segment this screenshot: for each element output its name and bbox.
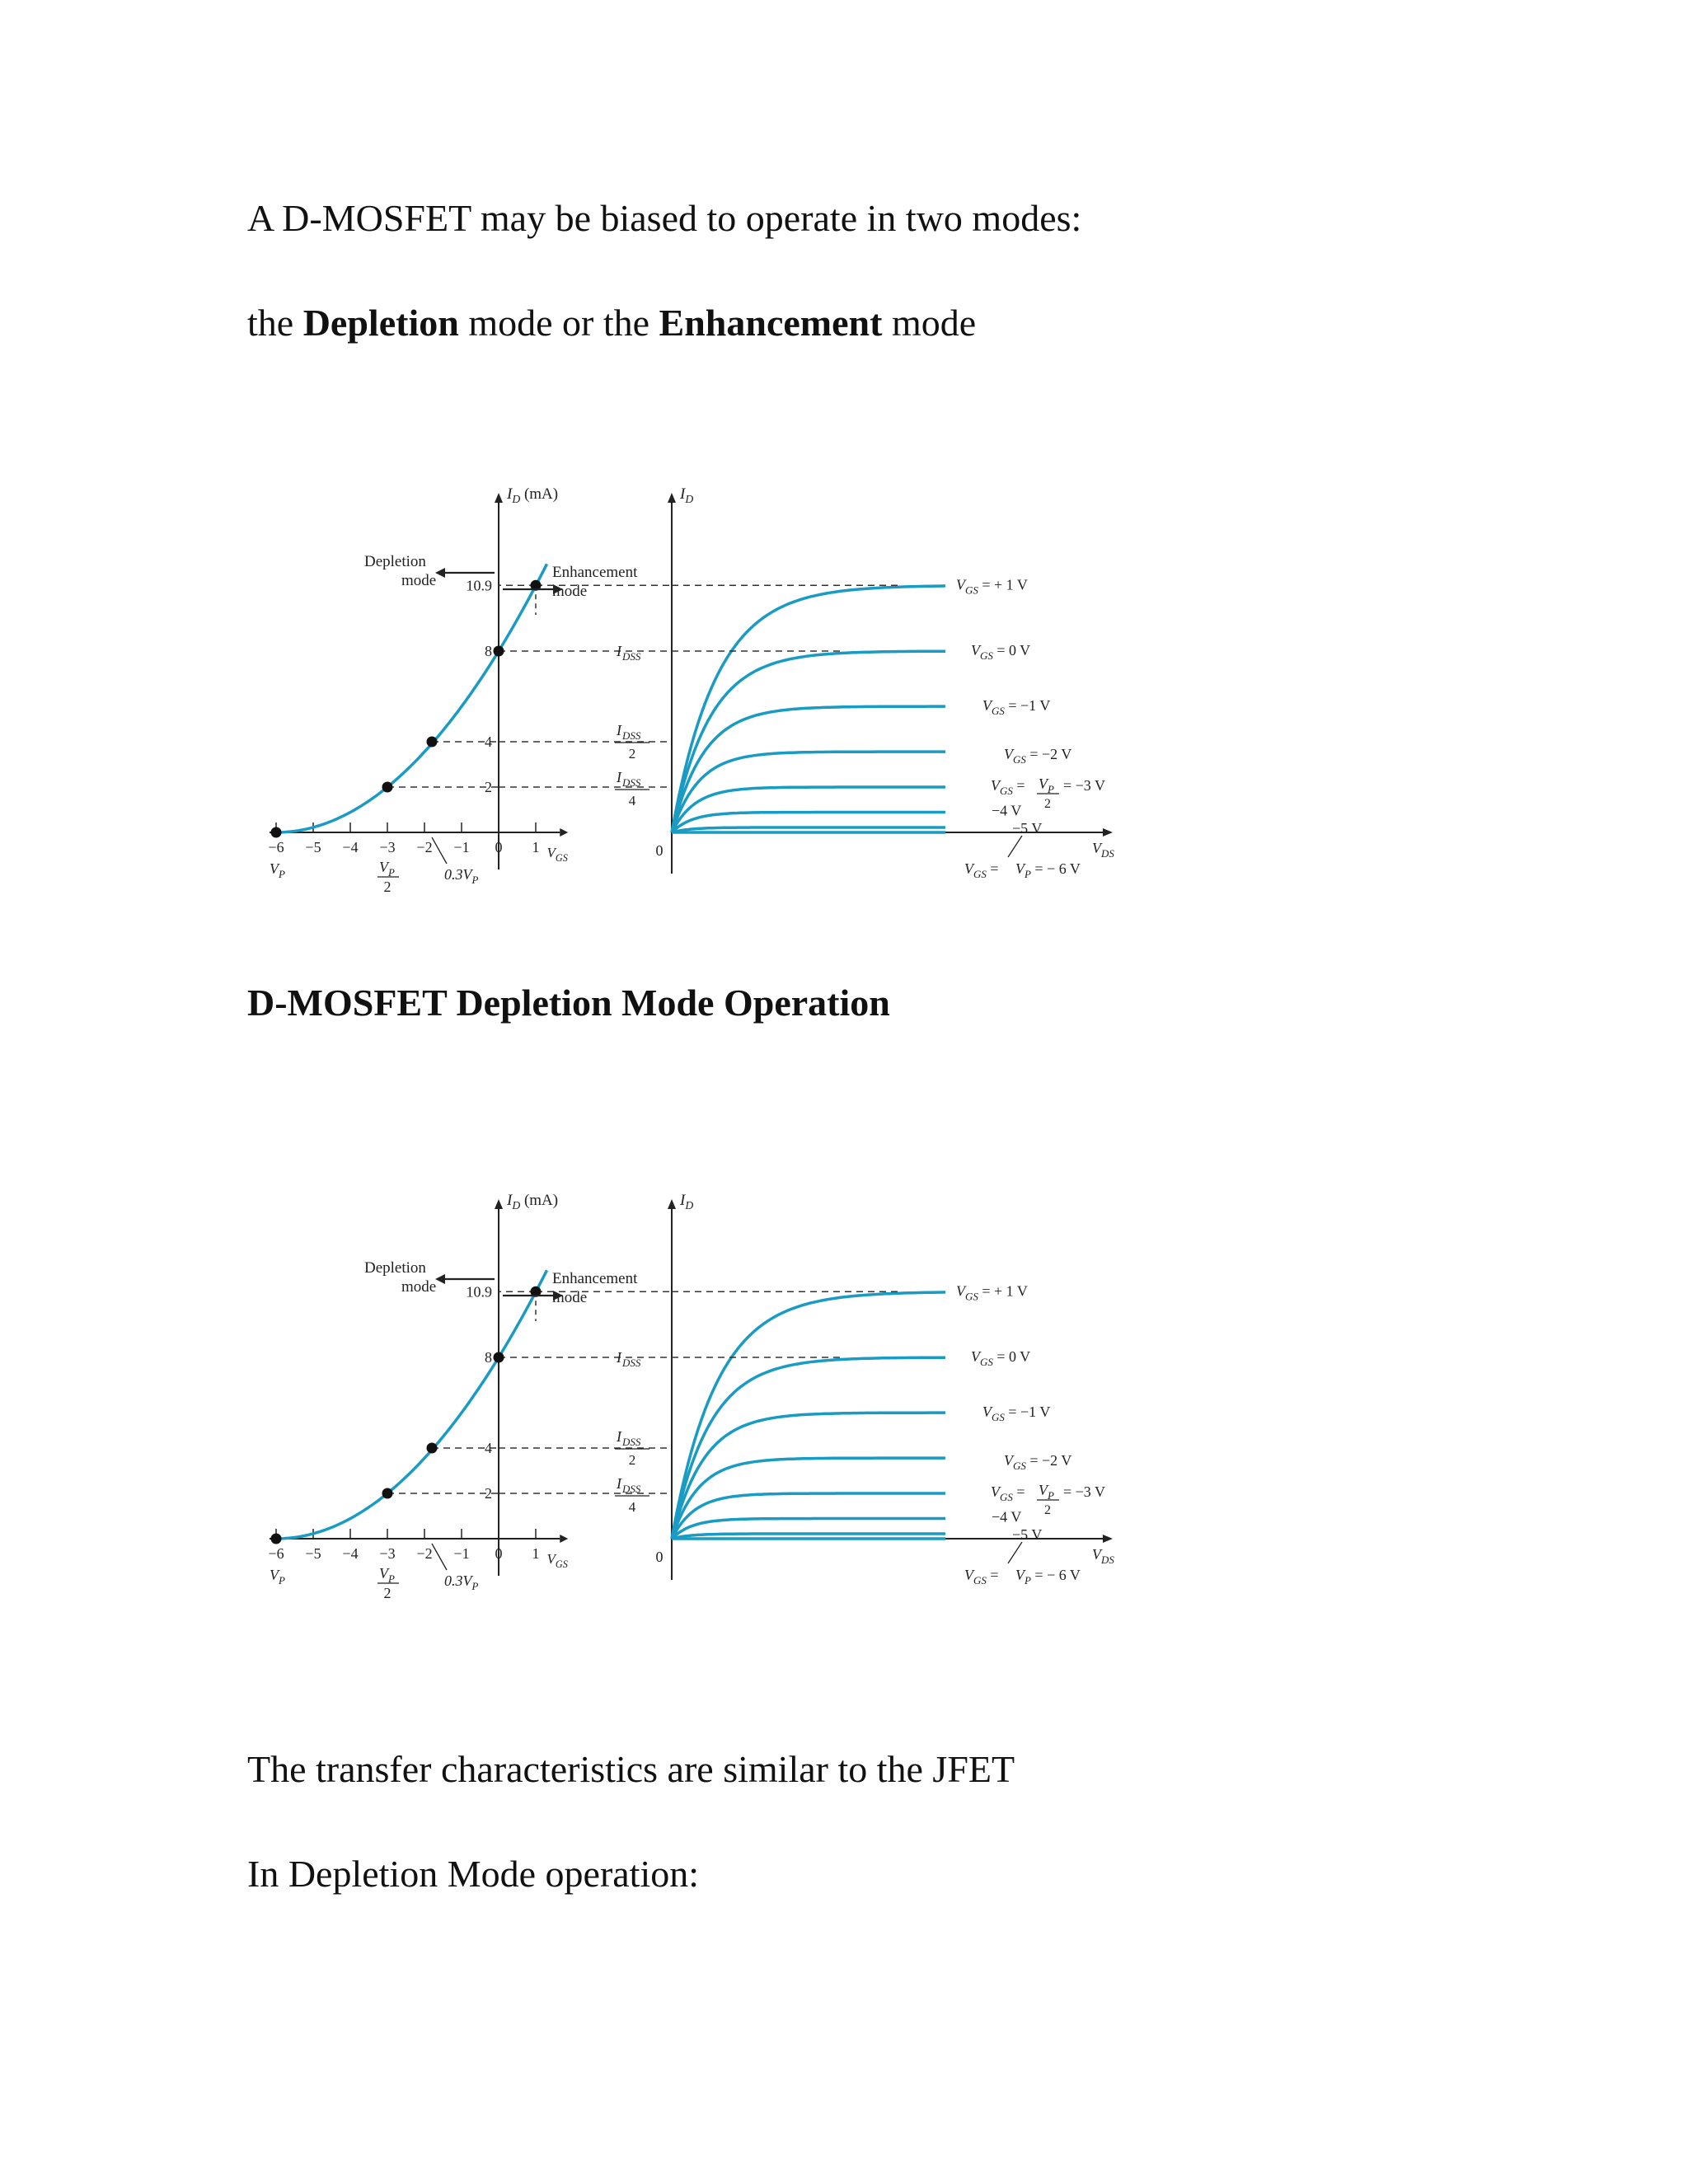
idss-label-i: I <box>617 643 621 659</box>
drain-x-axis-arrow <box>1103 1535 1113 1543</box>
idss-label-sub: DSS <box>622 1357 641 1369</box>
idss-half-label-sub: DSS <box>622 1436 641 1448</box>
drain-origin-label: 0 <box>655 1549 663 1565</box>
depletion-mode-label-2: mode <box>401 572 437 589</box>
transfer-x-tick-label: 1 <box>532 839 540 855</box>
transfer-point <box>382 782 393 793</box>
drain-x-axis-label: $V_{DS}$ <box>1092 1546 1114 1566</box>
idss-quarter-label-den: 4 <box>628 793 636 808</box>
vp-half-denominator: 2 <box>383 1585 392 1601</box>
idss-quarter-label-i: I <box>617 1475 621 1492</box>
transfer-y-tick-label: 10.9 <box>466 1283 492 1301</box>
transfer-x-axis-label: $V_{GS}$ <box>546 1551 568 1570</box>
transfer-y-tick-label: 2 <box>485 779 492 795</box>
drain-y-axis-label: $I_D$ <box>680 485 694 505</box>
transfer-x-axis-label: $V_{GS}$ <box>546 845 568 864</box>
vgs-minus1-label: $V_{GS} = -1$ V <box>982 697 1051 718</box>
vgs-minus3-vp: $V_P$ <box>1039 1482 1054 1502</box>
idss-half-label-i: I <box>617 722 621 738</box>
enhancement-mode-label-2: mode <box>552 1289 588 1306</box>
vgs-minus6-leader <box>1008 1542 1022 1563</box>
transfer-x-tick-label: −6 <box>268 1545 284 1562</box>
vp-half-label: $V_P$ <box>379 1565 395 1585</box>
intro-text: A D-MOSFET may be biased to operate in two modes: <box>247 197 1082 239</box>
depletion-mode-label: Depletion <box>364 1259 426 1277</box>
transfer-point <box>494 1352 504 1363</box>
transfer-x-tick-label: −1 <box>453 839 470 855</box>
depletion-arrow-head <box>435 568 445 578</box>
transfer-x-tick-label: −4 <box>342 1545 359 1562</box>
transfer-x-tick-label: −5 <box>305 839 321 855</box>
drain-origin-label: 0 <box>655 842 663 859</box>
point-3vp-label: $0.3V_P$ <box>444 1572 479 1592</box>
vp-label: $V_P$ <box>270 1567 285 1586</box>
transfer-x-axis-arrow <box>560 828 568 837</box>
depletion-term: Depletion <box>302 302 459 344</box>
vgs-minus2-label: $V_{GS} = -2$ V <box>1004 746 1072 766</box>
idss-quarter-label-i: I <box>617 769 621 785</box>
vgs-minus6-vp: $V_P$ = − 6 V <box>1015 1567 1081 1586</box>
transfer-x-tick-label: −5 <box>305 1545 321 1562</box>
transfer-x-tick-label: 1 <box>532 1545 540 1562</box>
drain-x-axis-arrow <box>1103 828 1113 837</box>
point-3vp-leader <box>432 837 447 864</box>
vgs-0-label: $V_{GS} = 0$ V <box>971 642 1031 662</box>
drain-curve <box>672 1493 945 1539</box>
vgs-minus6-vp: $V_P$ = − 6 V <box>1015 860 1081 880</box>
idss-half-label-sub: DSS <box>622 729 641 742</box>
transfer-x-tick-label: −4 <box>342 839 359 855</box>
transfer-x-tick-label: −2 <box>416 1545 433 1562</box>
transfer-y-tick-label: 2 <box>485 1485 492 1502</box>
transfer-y-tick-label: 10.9 <box>466 577 492 594</box>
transfer-point <box>427 737 438 748</box>
vp-label: $V_P$ <box>270 860 285 880</box>
point-3vp-label: $0.3V_P$ <box>444 866 479 886</box>
transfer-x-tick-label: −1 <box>453 1545 470 1562</box>
transfer-curve <box>276 564 547 832</box>
drain-y-axis-arrow <box>668 493 676 503</box>
vgs-minus3-den: 2 <box>1044 797 1051 811</box>
modes-text <box>247 301 976 344</box>
modes-mid: mode or the <box>458 302 659 344</box>
dmosfet-characteristics-figure-2 <box>268 1184 1137 1605</box>
idss-half-label-i: I <box>617 1428 621 1445</box>
transfer-curve <box>276 1270 547 1539</box>
transfer-point <box>382 1488 393 1499</box>
vgs-minus5-label: −5 V <box>1012 1526 1043 1543</box>
vgs-minus3-vp: $V_P$ <box>1039 776 1054 795</box>
vp-half-denominator: 2 <box>383 879 392 895</box>
point-3vp-leader <box>432 1544 447 1570</box>
transfer-point <box>271 827 282 838</box>
depletion-arrow-head <box>435 1274 445 1284</box>
idss-quarter-label-den: 4 <box>628 1499 636 1515</box>
transfer-y-tick-label: 4 <box>485 1440 492 1456</box>
transfer-x-tick-label: −6 <box>268 839 284 855</box>
idss-half-label-den: 2 <box>628 1452 636 1468</box>
transfer-point <box>427 1443 438 1454</box>
modes-suffix: mode <box>882 302 977 344</box>
enhancement-term: Enhancement <box>659 302 883 344</box>
drain-curve <box>672 752 945 832</box>
vgs-minus3-label: $V_{GS}$ = <box>991 1483 1025 1503</box>
transfer-y-axis-label: $I_D$ (mA) <box>507 1192 559 1212</box>
enhancement-mode-label: Enhancement <box>552 564 638 581</box>
transfer-y-axis-arrow <box>495 493 503 503</box>
vgs-plus1-label: $V_{GS}$ = + 1 V <box>956 576 1028 597</box>
dmosfet-characteristics-figure-1 <box>268 478 1137 898</box>
vgs-plus1-label: $V_{GS}$ = + 1 V <box>956 1282 1028 1303</box>
drain-y-axis-label: $I_D$ <box>680 1192 694 1212</box>
drain-curve <box>672 1458 945 1539</box>
idss-label-i: I <box>617 1349 621 1366</box>
depletion-mode-label: Depletion <box>364 553 426 570</box>
depletion-mode-label-2: mode <box>401 1278 437 1296</box>
transfer-x-tick-label: −3 <box>379 839 396 855</box>
transfer-point <box>271 1534 282 1544</box>
transfer-y-tick-label: 8 <box>485 643 492 659</box>
idss-label-sub: DSS <box>622 650 641 663</box>
vgs-minus4-label: −4 V <box>992 1508 1022 1526</box>
enhancement-mode-label: Enhancement <box>552 1270 638 1287</box>
transfer-y-tick-label: 8 <box>485 1349 492 1366</box>
vgs-minus1-label: $V_{GS} = -1$ V <box>982 1404 1051 1424</box>
vgs-minus6-leader <box>1008 836 1022 857</box>
vgs-minus3-den: 2 <box>1044 1503 1051 1517</box>
transfer-y-tick-label: 4 <box>485 733 492 750</box>
modes-prefix: the <box>247 302 303 344</box>
vgs-minus4-label: −4 V <box>992 802 1022 819</box>
vgs-minus3-value: = −3 V <box>1063 1483 1105 1500</box>
vgs-minus3-value: = −3 V <box>1063 777 1105 794</box>
transfer-similar-text: The transfer characteristics are similar to the JFET <box>247 1748 1015 1790</box>
vgs-0-label: $V_{GS} = 0$ V <box>971 1348 1031 1368</box>
transfer-point <box>494 646 504 657</box>
transfer-x-axis-arrow <box>560 1535 568 1543</box>
transfer-y-axis-label: $I_D$ (mA) <box>507 485 559 505</box>
idss-quarter-label-sub: DSS <box>622 1483 641 1495</box>
drain-curve <box>672 787 945 832</box>
idss-quarter-label-sub: DSS <box>622 776 641 789</box>
vgs-minus6-label: $V_{GS}$ = <box>964 860 999 880</box>
drain-x-axis-label: $V_{DS}$ <box>1092 840 1114 860</box>
vp-half-label: $V_P$ <box>379 859 395 879</box>
transfer-x-tick-label: 0 <box>495 1545 503 1562</box>
transfer-y-axis-arrow <box>495 1199 503 1209</box>
vgs-minus3-label: $V_{GS}$ = <box>991 777 1025 797</box>
transfer-x-tick-label: −2 <box>416 839 433 855</box>
vgs-minus2-label: $V_{GS} = -2$ V <box>1004 1452 1072 1473</box>
vgs-minus6-label: $V_{GS}$ = <box>964 1567 999 1586</box>
enhancement-mode-label-2: mode <box>552 583 588 600</box>
drain-y-axis-arrow <box>668 1199 676 1209</box>
section-heading: D-MOSFET Depletion Mode Operation <box>247 982 890 1024</box>
vgs-minus5-label: −5 V <box>1012 819 1043 837</box>
transfer-x-tick-label: −3 <box>379 1545 396 1562</box>
idss-half-label-den: 2 <box>628 746 636 762</box>
depletion-mode-text: In Depletion Mode operation: <box>247 1853 700 1895</box>
transfer-x-tick-label: 0 <box>495 839 503 855</box>
